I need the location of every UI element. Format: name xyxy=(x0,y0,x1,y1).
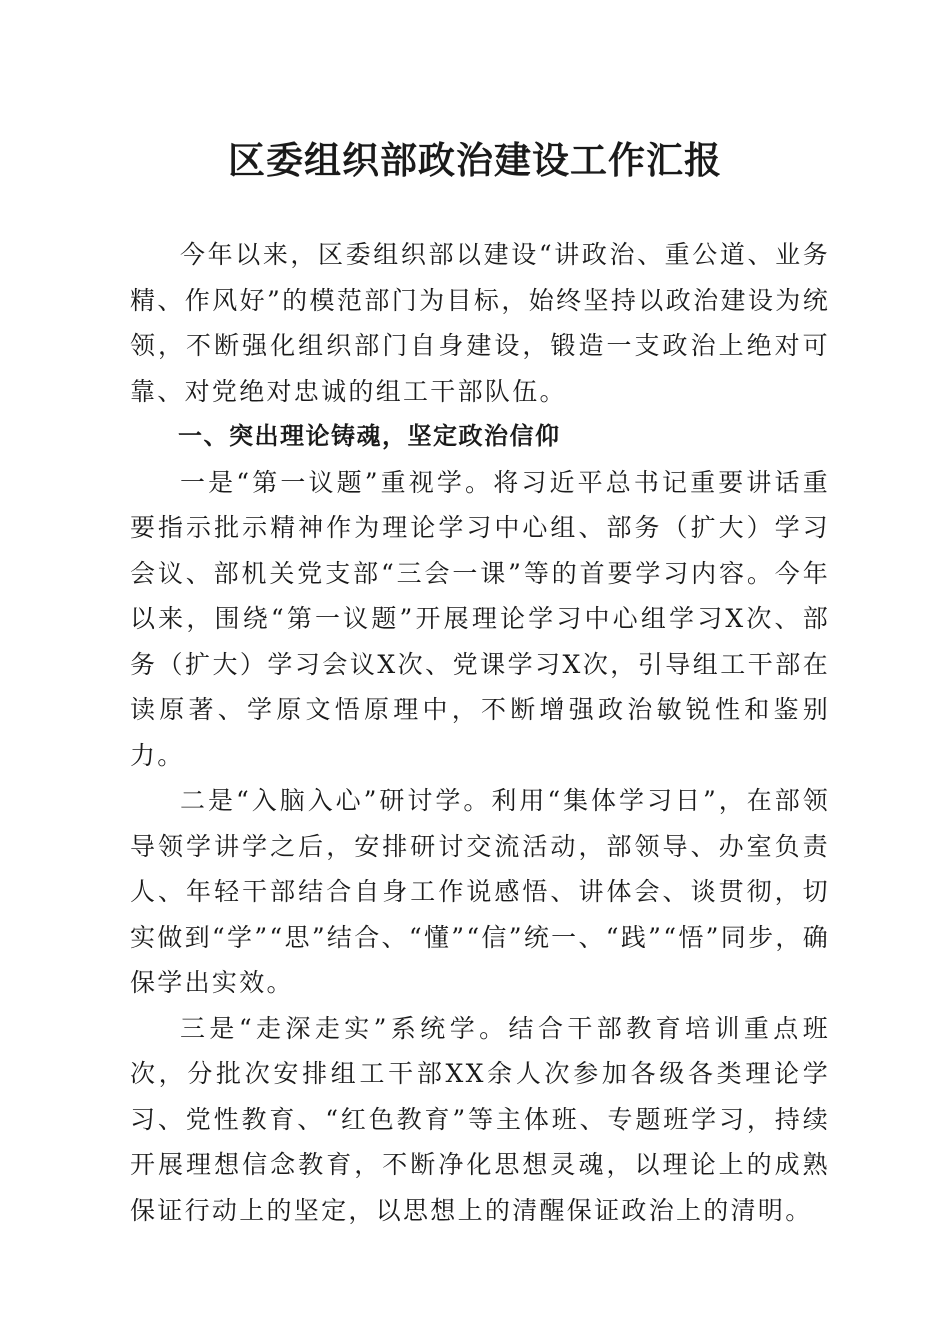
item-paragraph-2: 二是“入脑入心”研讨学。利用“集体学习日”，在部领导领学讲学之后，安排研讨交流活动，部领导、办室负责人、年轻干部结合自身工作说感悟、讲体会、谈贯彻，切实做到“学”“思”结合、“懂”“信”统一、“践”“悟”同步，确保学出实效。 xyxy=(130,786,830,997)
section-heading: 一、突出理论铸魂，坚定政治信仰 xyxy=(178,422,561,450)
document-title: 区委组织部政治建设工作汇报 xyxy=(228,138,722,182)
intro-paragraph: 今年以来，区委组织部以建设“讲政治、重公道、业务精、作风好”的模范部门为目标，始终坚持以政治建设为统领，不断强化组织部门自身建设，锻造一支政治上绝对可靠、对党绝对忠诚的组工干部队伍。 xyxy=(130,240,830,406)
item-paragraph-3: 三是“走深走实”系统学。结合干部教育培训重点班次，分批次安排组工干部XX余人次参加各级各类理论学习、党性教育、“红色教育”等主体班、专题班学习，持续开展理想信念教育，不断净化思想灵魂，以理论上的成熟保证行动上的坚定，以思想上的清醒保证政治上的清明。 xyxy=(130,1013,830,1225)
item-paragraph-1: 一是“第一议题”重视学。将习近平总书记重要讲话重要指示批示精神作为理论学习中心组、部务（扩大）学习会议、部机关党支部“三会一课”等的首要学习内容。今年以来，围绕“第一议题”开展理论学习中心组学习X次、部务（扩大）学习会议X次、党课学习X次，引导组工干部在读原著、学原文悟原理中，不断增强政治敏锐性和鉴别力。 xyxy=(130,467,830,770)
document-body xyxy=(130,232,830,1233)
